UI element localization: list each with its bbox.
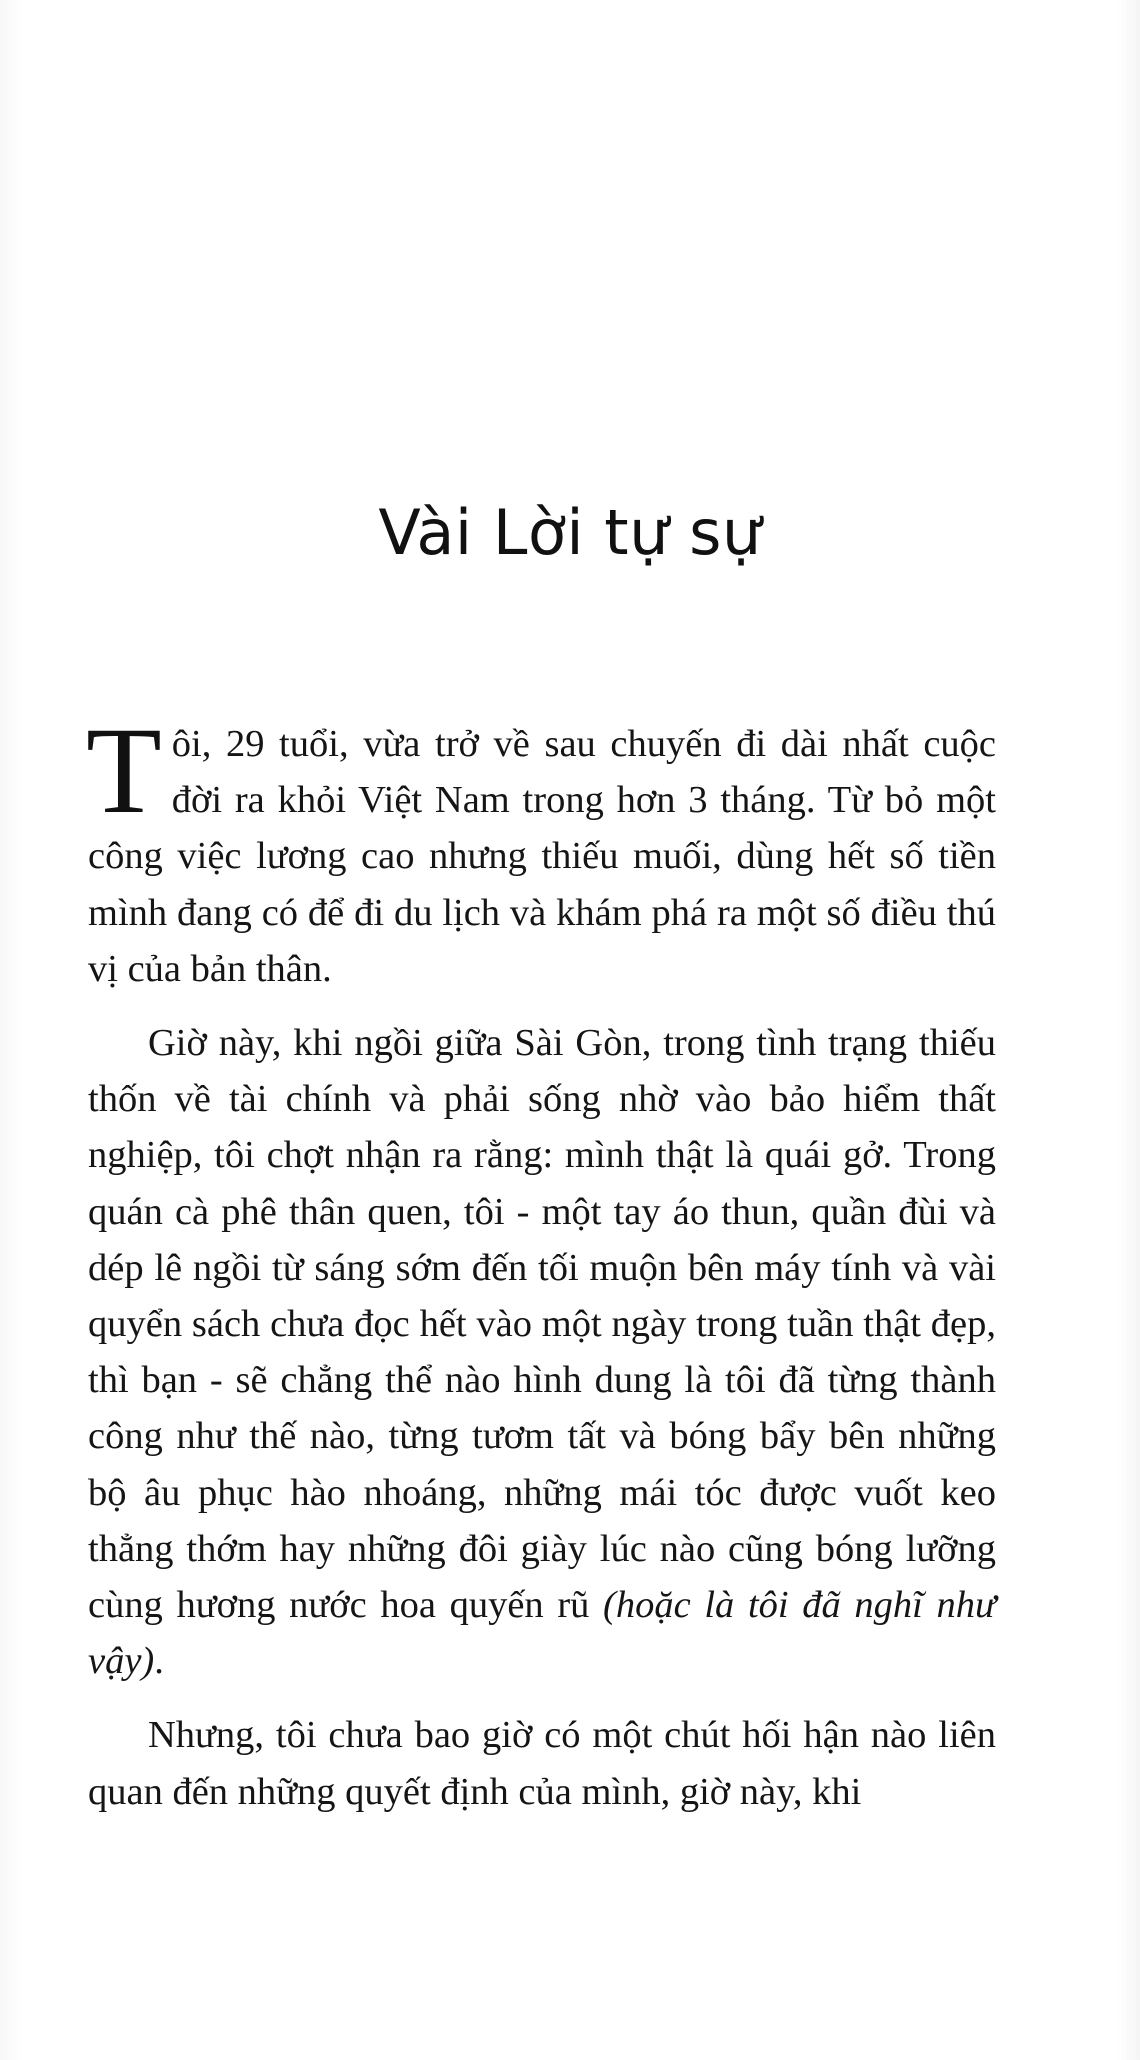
- paragraph-2: [88, 1015, 996, 1689]
- paragraph-3: [88, 1707, 996, 1819]
- paragraph-1-text: ôi, 29 tuổi, vừa trở về sau chuyến đi dài nhất cuộc đời ra khỏi Việt Nam trong hơn 3 tháng. Từ bỏ một công việc lương cao nhưng thiếu muối, dùng hết số tiền mình đang có để đi du lịch và khám phá ra một số điều thú vị của bản thân.: [88, 723, 996, 990]
- paragraph-1: [86, 702, 996, 997]
- chapter-title: Vài Lời tự sự: [378, 496, 762, 569]
- paragraph-3-text: Nhưng, tôi chưa bao giờ có một chút hối hận nào liên quan đến những quyết định của mình, giờ này, khi: [88, 1714, 996, 1813]
- drop-cap: T: [86, 702, 162, 839]
- paragraph-2-text: Giờ này, khi ngồi giữa Sài Gòn, trong tình trạng thiếu thốn về tài chính và phải sống nhờ vào bảo hiểm thất nghiệp, tôi chợt nhận ra rằng: mình thật là quái gở. Trong quán cà phê thân quen, tôi - một tay áo thun, quần đùi và dép lê ngồi từ sáng sớm đến tối muộn bên máy tính và vài quyển sách chưa đọc hết vào một ngày trong tuần thật đẹp, thì bạn - sẽ chẳng thể nào hình dung là tôi đã từng thành công như thế nào, từng tươm tất và bóng bẩy bên những bộ âu phục hào nhoáng, những mái tóc được vuốt keo thẳng thớm hay những đôi giày lúc nào cũng bóng lưỡng cùng hương nước hoa quyến rũ: [88, 1022, 996, 1627]
- paragraph-2-end: .: [154, 1640, 164, 1683]
- body-text: [86, 702, 997, 1838]
- paragraph-2-italic: (hoặc là tôi đã nghĩ như vậy): [88, 1584, 997, 1683]
